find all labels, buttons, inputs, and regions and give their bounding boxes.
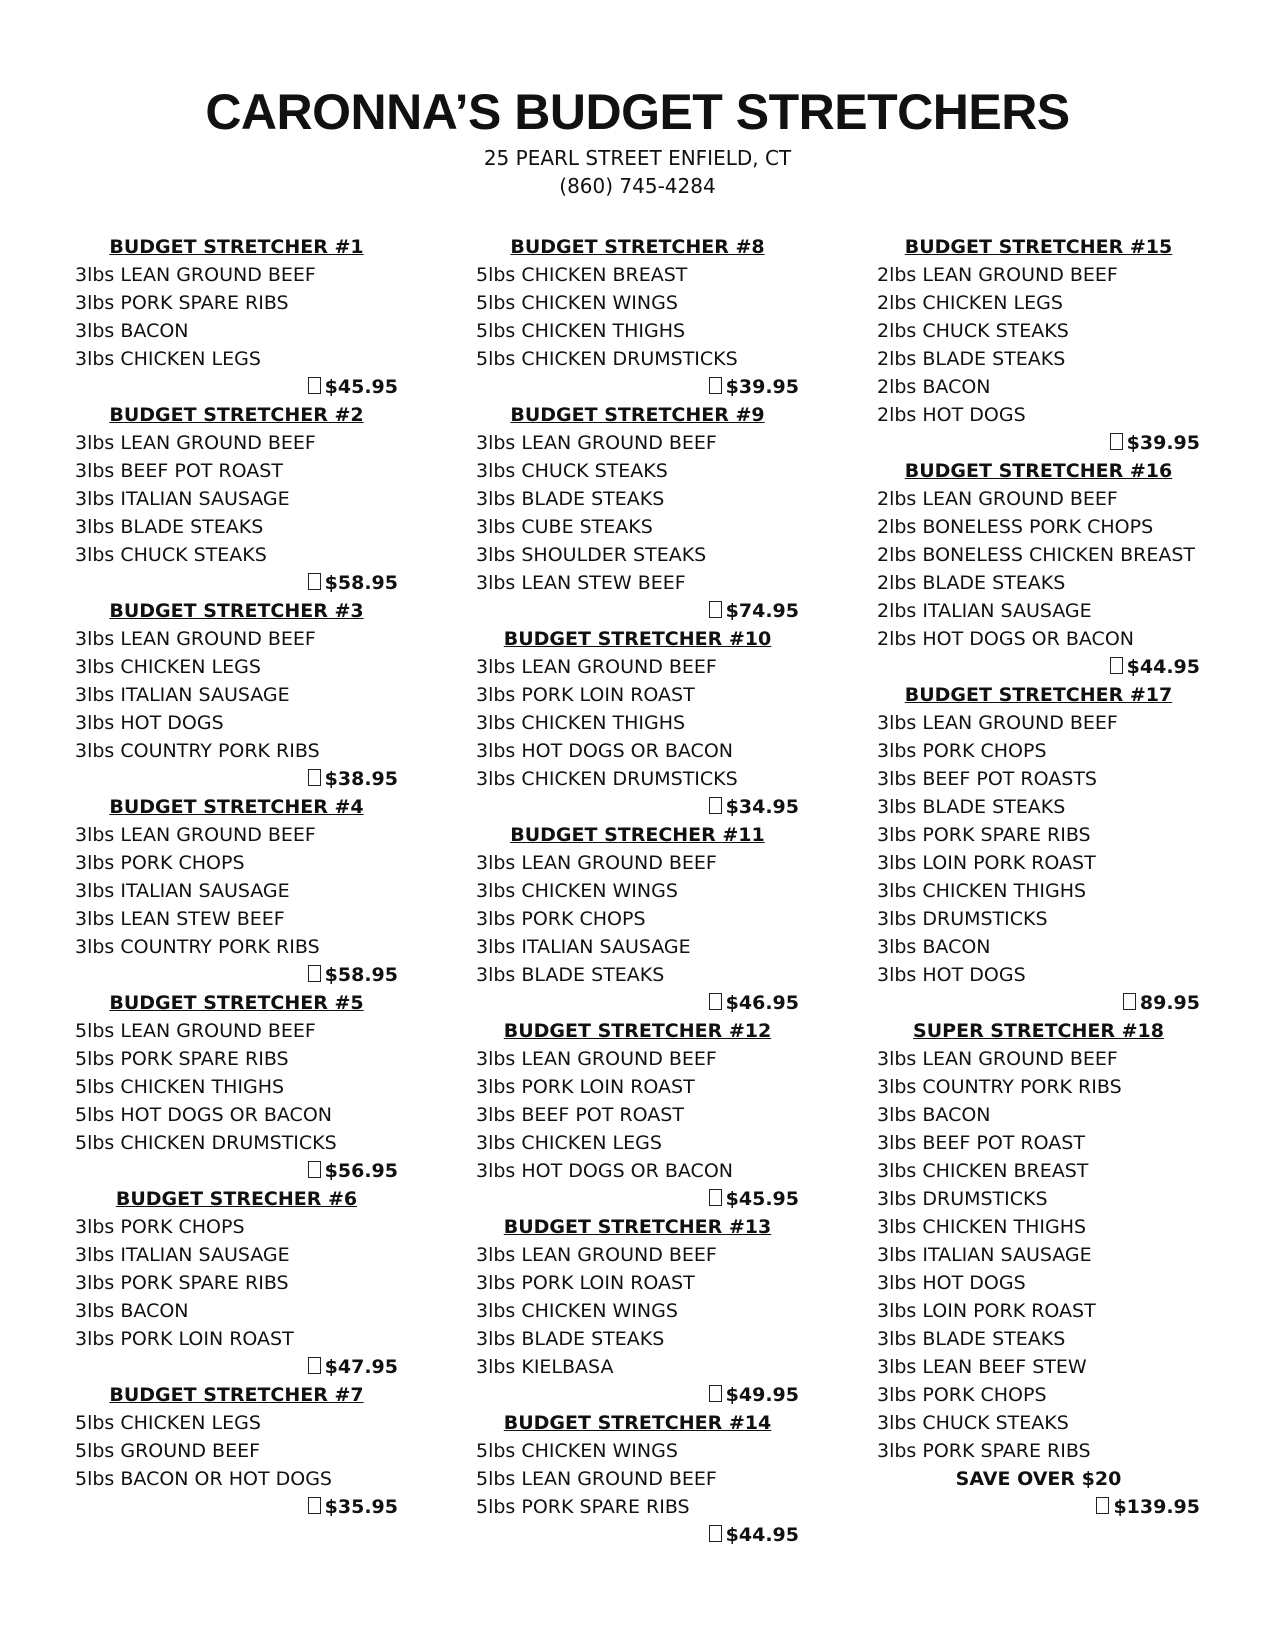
special-item: 2lbs LEAN GROUND BEEF <box>877 488 1118 510</box>
special-item: 3lbs LEAN GROUND BEEF <box>476 852 717 874</box>
special-price: $139.95 <box>1113 1496 1200 1518</box>
special-item: 3lbs COUNTRY PORK RIBS <box>75 740 320 762</box>
special-title: BUDGET STRETCHER #15 <box>904 236 1173 258</box>
checkbox-icon <box>1096 1497 1109 1514</box>
special-item: 3lbs PORK CHOPS <box>75 852 245 874</box>
special-item: 3lbs BEEF POT ROAST <box>476 1104 684 1126</box>
special-price: $74.95 <box>725 600 799 622</box>
special-item: 3lbs HOT DOGS OR BACON <box>476 740 733 762</box>
special-item: 5lbs HOT DOGS OR BACON <box>75 1104 332 1126</box>
special-item: 3lbs BEEF POT ROAST <box>877 1132 1085 1154</box>
special-item: 2lbs LEAN GROUND BEEF <box>877 264 1118 286</box>
special-block <box>877 457 1200 681</box>
checkbox-icon <box>308 573 321 590</box>
checkbox-icon <box>709 1189 722 1206</box>
special-item: 5lbs LEAN GROUND BEEF <box>75 1020 316 1042</box>
special-item: 2lbs BLADE STEAKS <box>877 572 1066 594</box>
special-block <box>877 233 1200 457</box>
special-item: 3lbs CHUCK STEAKS <box>877 1412 1069 1434</box>
special-price-row <box>877 429 1200 457</box>
special-item: 3lbs LOIN PORK ROAST <box>877 852 1096 874</box>
checkbox-icon <box>308 1357 321 1374</box>
special-item: 5lbs CHICKEN DRUMSTICKS <box>75 1132 337 1154</box>
special-title: BUDGET STRETCHER #13 <box>503 1216 772 1238</box>
special-item: 3lbs KIELBASA <box>476 1356 614 1378</box>
specials-column-2 <box>476 233 799 1549</box>
special-title: BUDGET STRETCHER #14 <box>503 1412 772 1434</box>
special-block <box>476 821 799 1017</box>
special-item: 3lbs CHICKEN LEGS <box>476 1132 662 1154</box>
special-item: 3lbs PORK LOIN ROAST <box>476 1076 695 1098</box>
special-item: 3lbs PORK LOIN ROAST <box>476 1272 695 1294</box>
special-title: BUDGET STRETCHER #16 <box>904 460 1173 482</box>
special-title: BUDGET STRETCHER #9 <box>510 404 765 426</box>
special-item: 2lbs HOT DOGS OR BACON <box>877 628 1134 650</box>
special-title: BUDGET STRETCHER #12 <box>503 1020 772 1042</box>
checkbox-icon <box>308 1161 321 1178</box>
special-item: 3lbs LEAN GROUND BEEF <box>476 656 717 678</box>
special-item: 3lbs BLADE STEAKS <box>476 488 665 510</box>
special-title: BUDGET STRETCHER #5 <box>109 992 364 1014</box>
special-item: 3lbs CHICKEN LEGS <box>75 348 261 370</box>
special-price: $47.95 <box>324 1356 398 1378</box>
special-item: 3lbs CHICKEN WINGS <box>476 1300 678 1322</box>
special-title: BUDGET STRETCHER #3 <box>109 600 364 622</box>
special-item: 3lbs COUNTRY PORK RIBS <box>877 1076 1122 1098</box>
special-title: BUDGET STRETCHER #17 <box>904 684 1173 706</box>
special-item: 3lbs BACON <box>877 936 991 958</box>
special-price: $46.95 <box>725 992 799 1014</box>
special-price: $44.95 <box>1126 656 1200 678</box>
special-item: 3lbs BLADE STEAKS <box>75 516 264 538</box>
special-item: 3lbs CUBE STEAKS <box>476 516 653 538</box>
special-item: 3lbs LEAN STEW BEEF <box>75 908 285 930</box>
special-item: 3lbs LEAN GROUND BEEF <box>75 432 316 454</box>
special-title: SUPER STRETCHER #18 <box>913 1020 1164 1042</box>
special-item: 3lbs ITALIAN SAUSAGE <box>75 684 290 706</box>
special-block <box>75 401 398 597</box>
special-item: 3lbs PORK LOIN ROAST <box>75 1328 294 1350</box>
special-item: 3lbs CHICKEN THIGHS <box>877 1216 1087 1238</box>
special-item: 2lbs BONELESS CHICKEN BREAST <box>877 544 1196 566</box>
special-item: 3lbs CHICKEN LEGS <box>75 656 261 678</box>
special-block <box>75 1185 398 1381</box>
special-price-row <box>75 1353 398 1381</box>
special-item: 3lbs LEAN GROUND BEEF <box>75 824 316 846</box>
special-item: 5lbs LEAN GROUND BEEF <box>476 1468 717 1490</box>
special-item: 3lbs ITALIAN SAUSAGE <box>75 880 290 902</box>
special-block <box>476 1213 799 1409</box>
special-item: 5lbs CHICKEN THIGHS <box>75 1076 285 1098</box>
special-item: 2lbs BLADE STEAKS <box>877 348 1066 370</box>
checkbox-icon <box>709 1525 722 1542</box>
checkbox-icon <box>1110 433 1123 450</box>
special-item: 3lbs ITALIAN SAUSAGE <box>877 1244 1092 1266</box>
special-price: $34.95 <box>725 796 799 818</box>
special-price: $39.95 <box>1126 432 1200 454</box>
special-item: 3lbs DRUMSTICKS <box>877 908 1048 930</box>
special-block <box>877 681 1200 1017</box>
special-price: $38.95 <box>324 768 398 790</box>
special-block <box>75 233 398 401</box>
special-item: 3lbs PORK SPARE RIBS <box>75 292 289 314</box>
special-title: BUDGET STRETCHER #8 <box>510 236 765 258</box>
special-price: 89.95 <box>1139 992 1200 1014</box>
special-block <box>75 1381 398 1521</box>
special-item: 3lbs PORK CHOPS <box>476 908 646 930</box>
special-price: $58.95 <box>324 964 398 986</box>
checkbox-icon <box>709 377 722 394</box>
special-price-row <box>476 1521 799 1549</box>
special-item: 3lbs LEAN BEEF STEW <box>877 1356 1087 1378</box>
checkbox-icon <box>1123 993 1136 1010</box>
special-item: 3lbs HOT DOGS <box>877 1272 1026 1294</box>
special-item: 3lbs LEAN STEW BEEF <box>476 572 686 594</box>
special-price-row <box>75 569 398 597</box>
page-header <box>0 80 1275 200</box>
special-item: 3lbs CHUCK STEAKS <box>476 460 668 482</box>
special-item: 3lbs CHICKEN THIGHS <box>877 880 1087 902</box>
special-price-row <box>476 1185 799 1213</box>
special-title: BUDGET STRETCHER #4 <box>109 796 364 818</box>
special-item: 5lbs CHICKEN WINGS <box>476 1440 678 1462</box>
special-item: 5lbs GROUND BEEF <box>75 1440 261 1462</box>
special-item: 3lbs CHUCK STEAKS <box>75 544 267 566</box>
special-price: $56.95 <box>324 1160 398 1182</box>
special-price-row <box>476 793 799 821</box>
special-item: 3lbs LEAN GROUND BEEF <box>476 1244 717 1266</box>
special-price-row <box>476 373 799 401</box>
special-price: $58.95 <box>324 572 398 594</box>
special-item: 3lbs HOT DOGS <box>877 964 1026 986</box>
special-price-row <box>75 961 398 989</box>
special-item: 5lbs BACON OR HOT DOGS <box>75 1468 332 1490</box>
special-item: 5lbs PORK SPARE RIBS <box>75 1048 289 1070</box>
special-price: $45.95 <box>324 376 398 398</box>
store-address: 25 PEARL STREET ENFIELD, CT <box>483 146 792 170</box>
special-block <box>877 1017 1200 1521</box>
special-item: 3lbs PORK SPARE RIBS <box>75 1272 289 1294</box>
special-item: 3lbs CHICKEN WINGS <box>476 880 678 902</box>
special-item: 3lbs CHICKEN BREAST <box>877 1160 1089 1182</box>
special-price: $35.95 <box>324 1496 398 1518</box>
checkbox-icon <box>709 1385 722 1402</box>
special-item: 2lbs HOT DOGS <box>877 404 1026 426</box>
special-price-row <box>877 1493 1200 1521</box>
special-item: 3lbs HOT DOGS OR BACON <box>476 1160 733 1182</box>
special-item: 3lbs PORK SPARE RIBS <box>877 824 1091 846</box>
special-item: 3lbs CHICKEN THIGHS <box>476 712 686 734</box>
special-price: $39.95 <box>725 376 799 398</box>
special-item: 3lbs LOIN PORK ROAST <box>877 1300 1096 1322</box>
special-price-row <box>877 989 1200 1017</box>
special-item: 3lbs ITALIAN SAUSAGE <box>75 488 290 510</box>
special-item: 5lbs CHICKEN WINGS <box>476 292 678 314</box>
special-block <box>476 625 799 821</box>
special-item: 3lbs COUNTRY PORK RIBS <box>75 936 320 958</box>
special-item: 2lbs CHICKEN LEGS <box>877 292 1063 314</box>
special-block <box>75 793 398 989</box>
special-item: 2lbs ITALIAN SAUSAGE <box>877 600 1092 622</box>
special-block <box>476 233 799 401</box>
special-price-row <box>75 765 398 793</box>
special-price: $45.95 <box>725 1188 799 1210</box>
special-note: SAVE OVER $20 <box>955 1468 1122 1490</box>
special-title: BUDGET STRETCHER #10 <box>503 628 772 650</box>
store-phone: (860) 745-4284 <box>559 174 716 198</box>
special-item: 2lbs BONELESS PORK CHOPS <box>877 516 1154 538</box>
specials-column-1 <box>75 233 398 1521</box>
special-price-row <box>476 1381 799 1409</box>
special-item: 2lbs BACON <box>877 376 991 398</box>
special-title: BUDGET STRECHER #11 <box>510 824 765 846</box>
special-item: 3lbs PORK CHOPS <box>877 1384 1047 1406</box>
special-title: BUDGET STRETCHER #1 <box>109 236 364 258</box>
special-item: 3lbs BACON <box>877 1104 991 1126</box>
checkbox-icon <box>308 377 321 394</box>
special-item: 3lbs BLADE STEAKS <box>877 1328 1066 1350</box>
special-item: 3lbs BEEF POT ROAST <box>75 460 283 482</box>
special-block <box>75 989 398 1185</box>
special-item: 5lbs PORK SPARE RIBS <box>476 1496 690 1518</box>
specials-column-3 <box>877 233 1200 1521</box>
special-item: 3lbs LEAN GROUND BEEF <box>476 1048 717 1070</box>
special-item: 3lbs LEAN GROUND BEEF <box>75 264 316 286</box>
special-price-row <box>75 1157 398 1185</box>
special-item: 3lbs BLADE STEAKS <box>476 1328 665 1350</box>
special-item: 3lbs BACON <box>75 320 189 342</box>
special-block <box>75 597 398 793</box>
special-item: 3lbs LEAN GROUND BEEF <box>476 432 717 454</box>
special-item: 3lbs BACON <box>75 1300 189 1322</box>
special-item: 3lbs BEEF POT ROASTS <box>877 768 1097 790</box>
special-item: 5lbs CHICKEN THIGHS <box>476 320 686 342</box>
special-item: 3lbs HOT DOGS <box>75 712 224 734</box>
special-price: $49.95 <box>725 1384 799 1406</box>
special-item: 3lbs LEAN GROUND BEEF <box>877 712 1118 734</box>
special-item: 2lbs CHUCK STEAKS <box>877 320 1069 342</box>
special-title: BUDGET STRETCHER #7 <box>109 1384 364 1406</box>
special-item: 3lbs BLADE STEAKS <box>476 964 665 986</box>
special-item: 5lbs CHICKEN DRUMSTICKS <box>476 348 738 370</box>
special-price-row <box>75 373 398 401</box>
special-title: BUDGET STRECHER #6 <box>115 1188 358 1210</box>
special-item: 3lbs ITALIAN SAUSAGE <box>75 1244 290 1266</box>
checkbox-icon <box>709 797 722 814</box>
special-item: 3lbs SHOULDER STEAKS <box>476 544 707 566</box>
special-item: 3lbs LEAN GROUND BEEF <box>75 628 316 650</box>
special-price-row <box>75 1493 398 1521</box>
special-item: 3lbs DRUMSTICKS <box>877 1188 1048 1210</box>
special-item: 3lbs CHICKEN DRUMSTICKS <box>476 768 738 790</box>
special-title: BUDGET STRETCHER #2 <box>109 404 364 426</box>
checkbox-icon <box>308 965 321 982</box>
special-item: 3lbs PORK CHOPS <box>877 740 1047 762</box>
special-price: $44.95 <box>725 1524 799 1546</box>
checkbox-icon <box>709 993 722 1010</box>
special-price-row <box>476 597 799 625</box>
special-item: 3lbs ITALIAN SAUSAGE <box>476 936 691 958</box>
checkbox-icon <box>709 601 722 618</box>
special-item: 5lbs CHICKEN LEGS <box>75 1412 261 1434</box>
special-item: 3lbs LEAN GROUND BEEF <box>877 1048 1118 1070</box>
page-title: CARONNA’S BUDGET STRETCHERS <box>205 84 1070 140</box>
special-block <box>476 401 799 625</box>
special-block <box>476 1409 799 1549</box>
checkbox-icon <box>1110 657 1123 674</box>
special-price-row <box>476 989 799 1017</box>
checkbox-icon <box>308 1497 321 1514</box>
special-price-row <box>877 653 1200 681</box>
special-item: 5lbs CHICKEN BREAST <box>476 264 688 286</box>
special-item: 3lbs BLADE STEAKS <box>877 796 1066 818</box>
special-item: 3lbs PORK LOIN ROAST <box>476 684 695 706</box>
checkbox-icon <box>308 769 321 786</box>
special-block <box>476 1017 799 1213</box>
special-item: 3lbs PORK SPARE RIBS <box>877 1440 1091 1462</box>
special-item: 3lbs PORK CHOPS <box>75 1216 245 1238</box>
